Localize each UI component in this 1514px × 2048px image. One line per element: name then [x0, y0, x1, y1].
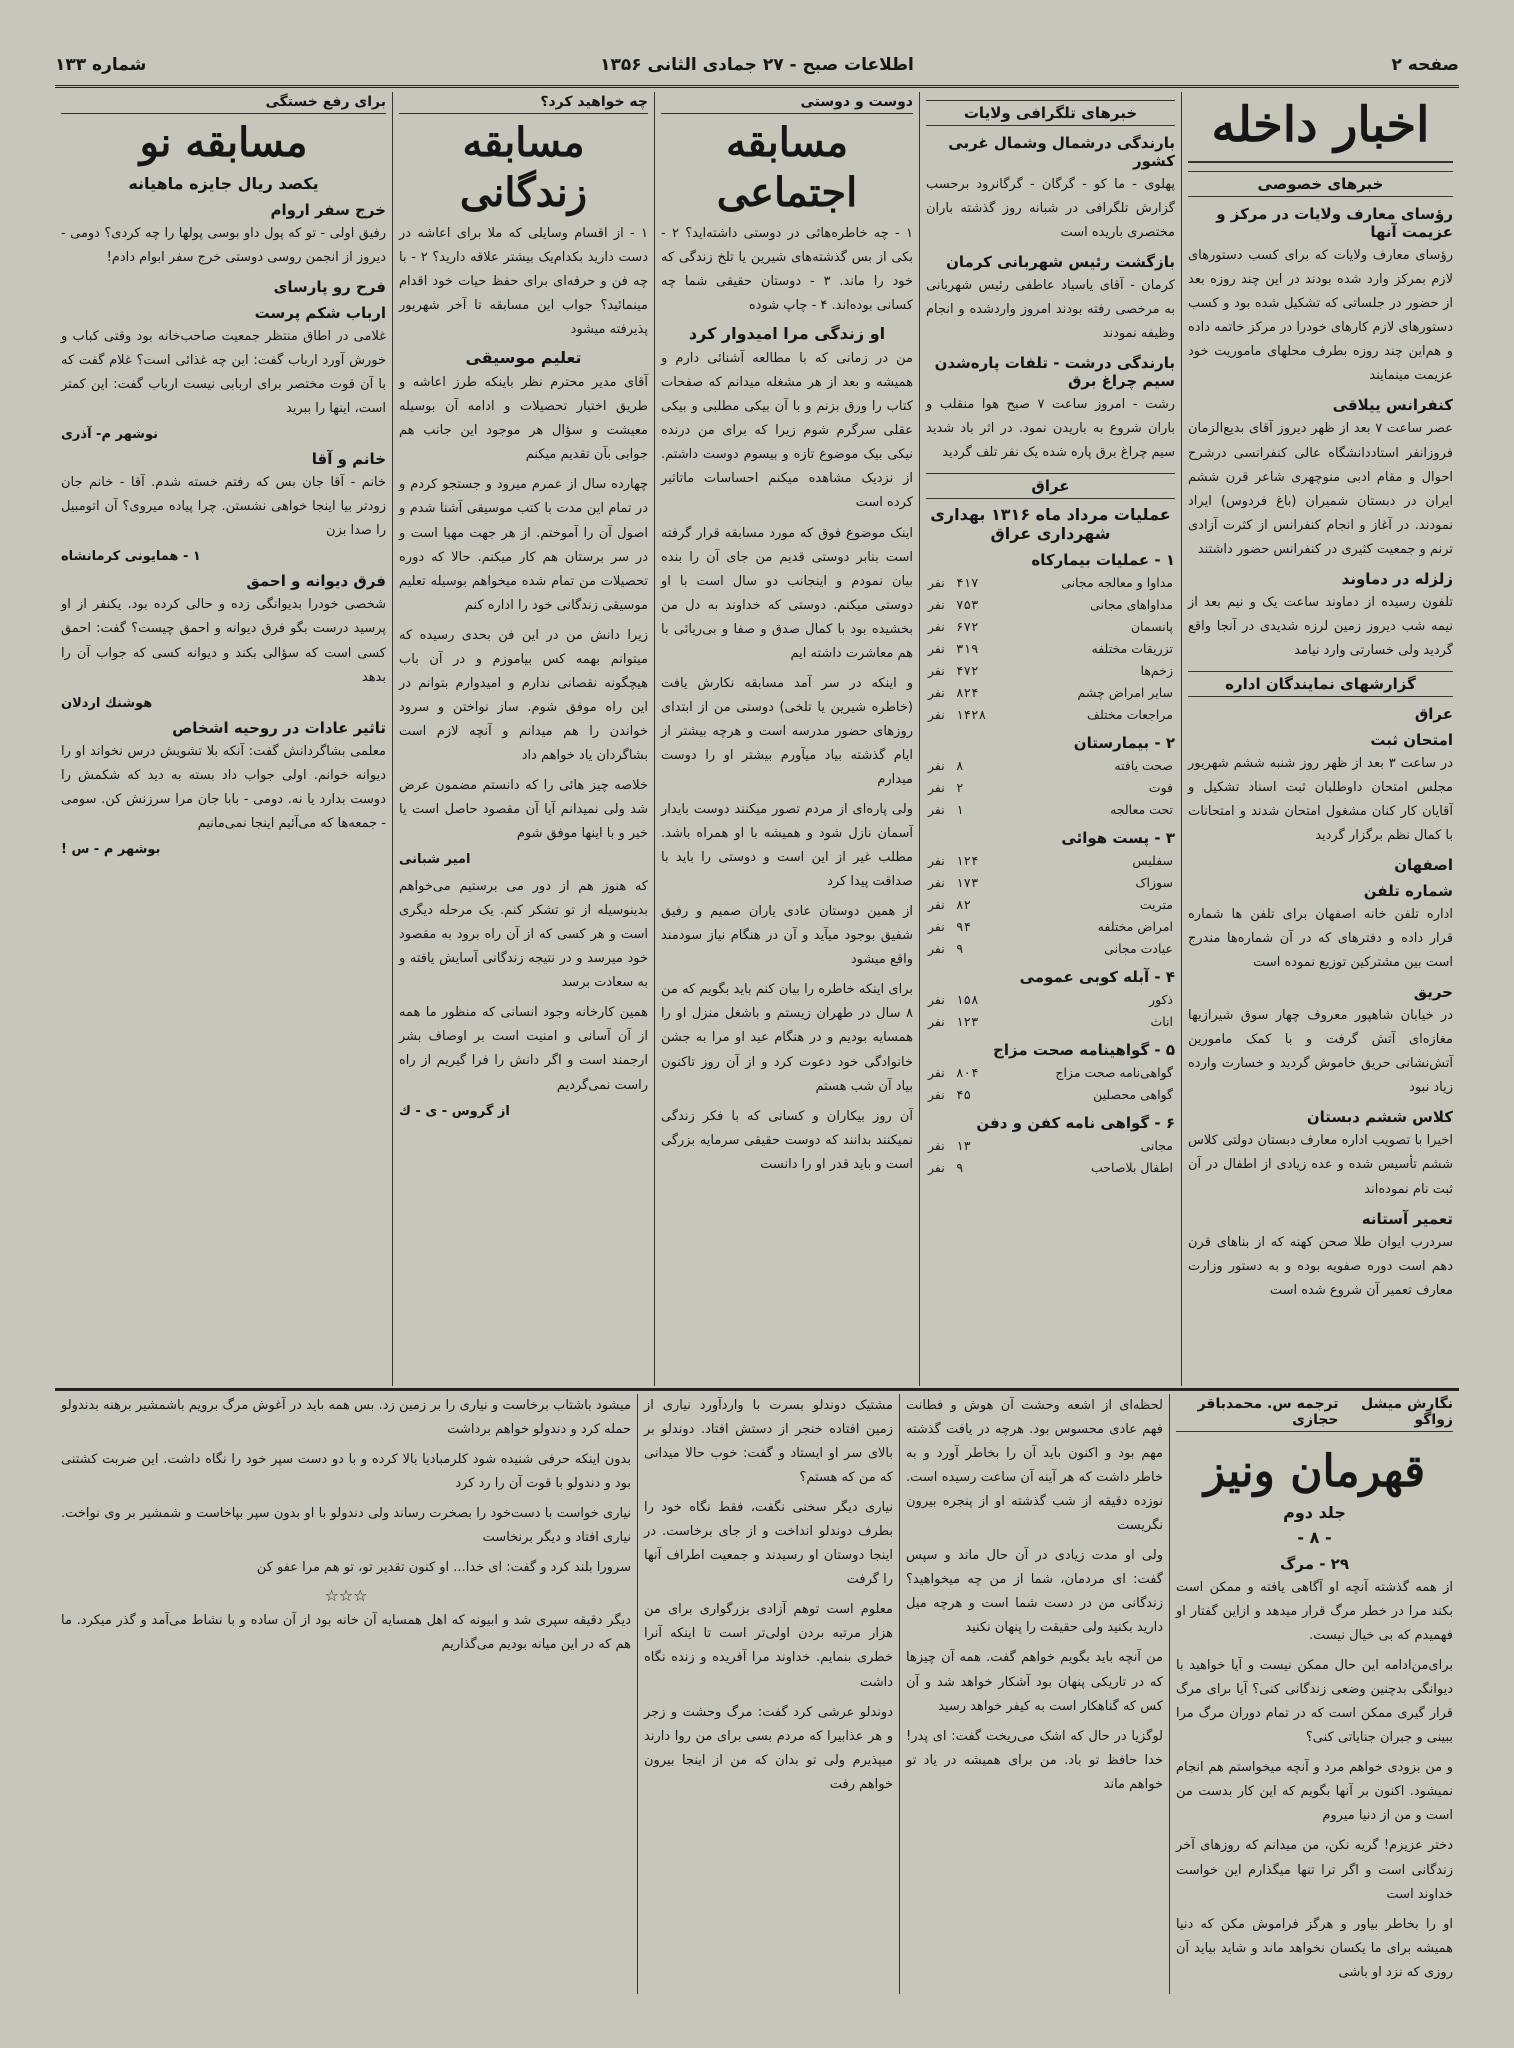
news-headline: بارندگی درشمال وشمال غربی کشور	[948, 134, 1175, 170]
stats-label: گواهی‌نامه صحت مزاج	[1055, 1065, 1173, 1081]
stats-value: ۹	[956, 1160, 964, 1176]
stats-unit: نفر	[928, 853, 945, 869]
region-label: عراق	[1414, 704, 1453, 723]
stats-row	[926, 1135, 1175, 1157]
stats-label: پانسمان	[1130, 619, 1173, 635]
stats-value: ۱۲۴	[956, 853, 979, 869]
column-domestic-news	[1181, 92, 1459, 1386]
stats-row	[926, 594, 1175, 616]
news-text: پهلوی - ما کو - گرگان - گرگانرود برحسب گزارش تلگرافی در شبانه روز گذشته باران مختصری باریده است	[926, 177, 1175, 241]
article-text: برای اینکه خاطره را بیان کنم باید بگویم که من ۸ سال در طهران زیستم و باشغل منزل او را همسایه بودیم و در هنگام عید او مرا به جشن خانوادگی خود دعوت کرد و از آن روز تاکنون بیاد آن شب هستم	[661, 982, 913, 1094]
region-label: اصفهان	[1394, 856, 1453, 875]
section-kicker: خبرهای تلگرافی ولایات	[926, 100, 1175, 126]
novel-translator: ترجمه س. محمدباقر حجازی	[1197, 1396, 1339, 1428]
stats-row	[926, 616, 1175, 638]
stats-label: مداوا و معالجه مجانی	[1061, 575, 1173, 591]
novel-text: دختر عزیزم! گریه نکن، من میدانم که روزهای آخر زندگانی است و اگر ترا تنها میگذارم این خواست خداوند است	[1176, 1838, 1453, 1902]
article-text: از همین دوستان عادی یاران صمیم و رفیق شفیق بوجود میآید و آن در هنگام نیاز سودمند واقع میشود	[661, 904, 913, 968]
stats-table	[926, 850, 1175, 960]
stats-label: سایر امراض چشم	[1077, 685, 1173, 701]
stats-unit: نفر	[928, 758, 945, 774]
article-text: آن روز بیکاران و کسانی که با فکر زندگی نمیکنند بدانند که دوست حقیقی سرمایه بزرگی است و باید قدر او را دانست	[661, 1108, 913, 1172]
joke-headline: فرق دیوانه و احمق	[246, 572, 386, 591]
separator-stars: ☆☆☆	[324, 1586, 368, 1606]
news-text: در ساعت ۳ بعد از ظهر روز شنبه ششم شهریور مجلس امتحان داوطلبان ثبت اسناد تشکیل و آقایان کار کنان مشغول امتحان شدند و امتحانات با کمال نظم برگزار گردید	[1188, 755, 1453, 844]
stats-row	[926, 938, 1175, 960]
stats-row	[926, 704, 1175, 726]
stats-value: ۱	[956, 802, 964, 818]
stats-row	[926, 1157, 1175, 1179]
author-signature: بوشهر م - س !	[61, 841, 161, 857]
stats-row	[926, 660, 1175, 682]
stats-label: امراض مختلفه	[1097, 919, 1173, 935]
stats-label: صحت یافته	[1114, 758, 1173, 774]
stats-subhead: ۶ - گواهی نامه کفن و دفن	[976, 1114, 1175, 1133]
stats-value: ۸۲۴	[956, 685, 979, 701]
joke-text: رفیق اولی - تو که پول داو بوسی پولها را چه کردی؟ دومی - دیروز از انجمن روسی دوستی خرج سفر ابوام دادم!	[61, 226, 386, 266]
stats-label: مراجعات مختلف	[1087, 707, 1173, 723]
stats-unit: نفر	[928, 707, 945, 723]
news-headline: بارندگی درشت - تلفات پاره‌شدن سیم چراغ برق	[934, 354, 1175, 391]
stats-subhead: ۳ - پست هوائی	[1061, 829, 1175, 848]
article-text: اینک موضوع فوق که مورد مسابقه قرار گرفته است بنابر دوستی قدیم من جای آن را بنده بیان نمودم و اینجانب دو سال است با او دوستی میکنم. دوستی که خداوند به دل من بخشیده بود با کمال صدق و صفا و بی‌ریائی با هم معاشرت داشته ایم	[661, 525, 913, 661]
joke-text: غلامی در اطاق منتظر جمعیت صاحب‌خانه بود وقتی کباب و خورش آورد ارباب گفت: این چه غذائی است؟ غلام گفت که با آن قوت مختصر برای اربابی نیست ارباب گفت: این کمتر است، اینها را ببرید	[61, 329, 386, 417]
stats-row	[926, 777, 1175, 799]
article-text: ولی پاره‌ای از مردم تصور میکنند دوست بایدار آسمان نازل شود و همیشه با او همراه باشد. مطلب غیر از این است و دوستی را باید با صداقت پیدا کرد	[661, 802, 913, 890]
section-kicker: برای رفع خستگی	[61, 92, 386, 114]
article-text: آقای مدیر محترم نظر باینکه طرز اعاشه و طریق اختیار تحصیلات و ادامه آن بوسیله معیشت و سؤال هر موجود این جانب هم جوابی بآن تقدیم میکنم	[399, 375, 648, 463]
stats-unit: نفر	[928, 1065, 945, 1081]
stats-row	[926, 682, 1175, 704]
stats-row	[926, 1011, 1175, 1033]
news-headline: کلاس ششم دبستان	[1306, 1108, 1453, 1127]
prize-line: یکصد ریال جایزه ماهیانه	[128, 174, 319, 193]
column-humor-contest	[55, 92, 392, 1386]
page-number: صفحه ۲	[1391, 55, 1459, 75]
stats-row	[926, 1084, 1175, 1106]
author-signature: ۱ - همایونی کرمانشاه	[61, 549, 201, 565]
section-kicker: چه خواهید کرد؟	[399, 92, 648, 114]
stats-label: مداواهای مجانی	[1090, 597, 1173, 613]
stats-title: عملیات مرداد ماه ۱۳۱۶ بهداری شهرداری عراق	[930, 505, 1171, 544]
joke-text: خانم - آقا جان بس که رفتم خسته شدم. آقا - خانم جان زودتر بیا اینجا خواهی نشستن. چرا پیاده میروی؟ آن اتومبیل را صدا بزن	[61, 475, 386, 539]
news-headline: شماره تلفن	[1363, 882, 1453, 901]
stats-unit: نفر	[928, 941, 945, 957]
stats-value: ۸	[956, 758, 964, 774]
stats-label: اناث	[1150, 1014, 1173, 1030]
chapter-title: ۲۹ - مرگ	[1280, 1555, 1349, 1573]
stats-row	[926, 572, 1175, 594]
novel-text: لوگزیا در حال که اشک می‌ریخت گفت: ای پدر! خدا حافظ تو باد. من برای همیشه در یاد تو خواهم ماند	[906, 1728, 1163, 1792]
joke-headline: تاثیر عادات در روحیه اشخاص	[172, 718, 386, 737]
stats-value: ۹۴	[956, 919, 972, 935]
news-headline: رؤسای معارف ولایات در مرکز و عزیمت آنها	[1216, 205, 1453, 242]
stats-value: ۴۷۲	[956, 663, 979, 679]
stats-label: گواهی محصلین	[1093, 1087, 1173, 1103]
novel-text: نیاری خواست با دست‌خود را بصخرت رساند ولی دندولو با او بدون سپر بپاخاست و شمشیر بر وی نواخت. نیاری افتاد و دیگر برنخاست	[61, 1506, 631, 1546]
novel-text: میشود باشتاب برخاست و نیاری را بر زمین زد. بس همه باید در آغوش مرگ برویم باشمشیر برهنه بدندولو حمله کرد و دندولو خواهم برداشت	[61, 1398, 631, 1438]
stats-value: ۱۷۳	[956, 875, 979, 891]
novel-credits	[1176, 1394, 1453, 1432]
article-text: چهارده سال از عمرم میرود و جستجو کردم و در تمام این مدت با کتب موسیقی آشنا شدم و اصول آن را آموختم. از هر جهت مهیا است و در سر برستان هم کار میکنم. حالا که دوره تحصیلات من تمام شده میخواهم بوسیله تعلیم موسیقی زندگانی خود را اداره کنم	[399, 477, 648, 613]
novel-column-4	[55, 1394, 637, 1994]
stats-value: ۶۷۲	[956, 619, 979, 635]
novel-text: ولی او مدت زیادی در آن حال ماند و سپس گفت: ای مردمان، شما از من چه میخواهید؟ زندگانی من در دست شما است و هرچه میل دارید بکنید ولی حقیقت را پنهان نکنید	[906, 1548, 1163, 1636]
stats-unit: نفر	[928, 1087, 945, 1103]
novel-text: دوندلو عرشی کرد گفت: مرگ وحشت و زجر و هر عذابیرا که مردم بسی برای من روا دارند میپذیرم ولی تو بدان که من از اینجا بیرون خواهم رفت	[644, 1704, 893, 1792]
stats-label: ذکور	[1148, 992, 1173, 1008]
stats-value: ۲	[956, 780, 964, 796]
stats-value: ۱۴۲۸	[956, 707, 987, 723]
section-title: اخبار داخله	[1188, 92, 1453, 163]
stats-unit: نفر	[928, 641, 945, 657]
stats-unit: نفر	[928, 597, 945, 613]
novel-author: نگارش میشل زواگو	[1360, 1396, 1453, 1428]
article-text: زیرا دانش من در این فن بحدی رسیده که میتوانم بهمه کس بیاموزم و در آن باب هیچگونه نقصانی ندارم و امیدوارم بتوانم در این راه موفق شوم. ساز نواختن و سرود خواندن را هم میدانم و آنچه لازم است بشاگردان یاد خواهم داد	[399, 627, 648, 763]
contest-questions: ۱ - از اقسام وسایلی که ملا برای اعاشه در دست دارید بکدام‌یک بیشتر علاقه دارید؟ ۲ - با چه فن و حرفه‌ای برای حفظ حیات خود اقدام مینمائید؟ جواب این مسابقه تا آخر شهریور پذیرفته میشود	[399, 226, 648, 338]
novel-title: قهرمان ونیز	[1203, 1446, 1426, 1497]
column-telegraph-news	[919, 92, 1181, 1386]
stats-table	[926, 1135, 1175, 1179]
issue-number: شماره ۱۳۳	[55, 55, 147, 75]
column-life-contest	[392, 92, 654, 1386]
stats-table	[926, 1062, 1175, 1106]
stats-unit: نفر	[928, 1014, 945, 1030]
stats-row	[926, 850, 1175, 872]
news-headline: زلزله در دماوند	[1341, 569, 1453, 588]
stats-row	[926, 916, 1175, 938]
section-divider	[55, 1388, 1459, 1391]
stats-value: ۸۲	[956, 897, 972, 913]
stats-unit: نفر	[928, 780, 945, 796]
article-text: و اینکه در سر آمد مسابقه نکارش یافت (خاطره شیرین یا تلخی) دوستی من از ابتدای روزهای حضور مدرسه است و هرچه بیشتر از ایام گذشته بیاد میآورم بیشتر او را دوست میدارم	[661, 675, 913, 787]
stats-unit: نفر	[928, 1138, 945, 1154]
stats-label: اطفال بلاصاحب	[1091, 1160, 1173, 1176]
news-text: رؤسای معارف ولایات که برای کسب دستورهای لازم بمرکز وارد شده بودند در این چند روزه بعد از حضور در جلساتی که تشکیل شده بود و کسب دستورهای لازم کارهای خودرا در مرکز خاتمه داده و هم‌این چند روزه بطرف محلهای ماموریت خود عزیمت مینمایند	[1188, 248, 1453, 384]
article-text: من در زمانی که با مطالعه آشنائی دارم و همیشه و بعد از هر مشغله میدانم که صفحات کتاب را ورق بزنم و با آن بیکی مطلبی و بیکی عقلی سرگرم شوم زیرا که برای من درنده نیکی بیک موضوع تازه و بیسوم دوست داشتم. از نزدیک مشاهده میکنم احساسات ماتاثیر کرده است	[661, 351, 913, 511]
stats-subhead: ۵ - گواهینامه صحت مزاج	[993, 1041, 1175, 1060]
stats-label: سفلیس	[1132, 853, 1173, 869]
stats-row	[926, 989, 1175, 1011]
stats-table	[926, 989, 1175, 1033]
stats-subhead: ۱ - عملیات بیمارکاه	[1031, 551, 1175, 570]
author-signature: امیر شبانی	[399, 852, 471, 868]
contest-title: مسابقه اجتماعی	[716, 119, 858, 216]
stats-value: ۱۵۸	[956, 992, 979, 1008]
stats-unit: نفر	[928, 575, 945, 591]
novel-text: او را بخاطر بیاور و هرگز فراموش مکن که دنیا همیشه برای ما یکسان نخواهد ماند و شاید بیاید آن روزی که نزد او باشی	[1176, 1916, 1453, 1980]
novel-volume: جلد دوم	[1283, 1503, 1346, 1522]
news-text: رشت - امروز ساعت ۷ صبح هوا منقلب و باران شروع به باریدن نمود. در اثر باد شدید سیم چراغ برق پاره شده یک نفر تلف گردید	[926, 397, 1175, 461]
news-text: عصر ساعت ۷ بعد از ظهر دیروز آقای بدیع‌الزمان فروزانفر استاددانشگاه عالی کنفرانسی درشرح احوال و مقام ادبی منوچهری شاعر قرن ششم ایران در دبستان شمیران (باغ فردوس) ایراد نمودند. در آغاز و انجام کنفرانس از کثرت آزادی ترنم و جمعیت کثیری در کنفرانس حضور داشتند	[1188, 421, 1454, 557]
novel-text: و من بزودی خواهم مرد و آنچه میخواستم هم انجام نمیشود. اکنون بر آنها بگویم که این کار بدست من است و من از دنیا میروم	[1176, 1760, 1453, 1824]
masthead	[55, 55, 1459, 88]
stats-label: فوت	[1148, 780, 1173, 796]
stats-row	[926, 1062, 1175, 1084]
stats-label: تزریقات مختلفه	[1091, 641, 1173, 657]
news-text: اداره تلفن خانه اصفهان برای تلفن ها شماره قرار داده و دفترهای که در آن شماره‌ها مندرج است بین مشترکین توزیع نموده است	[1188, 907, 1453, 971]
stats-label: عیادت مجانی	[1104, 941, 1173, 957]
masthead-date: اطلاعات صبح - ۲۷ جمادی الثانی ۱۳۵۶	[600, 55, 914, 75]
joke-headline: خرج سفر اروام	[270, 201, 386, 219]
column-social-contest	[654, 92, 919, 1386]
stats-unit: نفر	[928, 1160, 945, 1176]
news-text: در خیابان شاهپور معروف چهار سوق شیرازیها مغازه‌ای آتش گرفت و با کمک مامورین آتش‌نشانی حریق خاموش گردید و خسارت وارده زیاد نبود	[1188, 1008, 1453, 1096]
news-text: تلفون رسیده از دماوند ساعت یک و نیم بعد از نیمه شب دیروز زمین لرزه شدیدی در آنجا واقع گردید ولی خسارتی وارد نیامد	[1188, 594, 1453, 658]
article-headline: او زندگی مرا امیدوار کرد	[688, 324, 886, 344]
stats-label: زخم‌ها	[1140, 663, 1173, 679]
joke-text: شخصی خودرا بدیوانگی زده و حالی کرده بود. یکنفر از او پرسید درست بگو فرق دیوانه و احمق چیست؟ گفت: احمق کسی است که سؤالی بکند و دیوانه کسی که جواب آن را بدهد	[61, 597, 386, 685]
novel-text: مشتیک دوندلو بسرت با واردآورد نیاری از زمین افتاده خنجر از دستش افتاد. دوندلو بر بالای سر او ایستاد و گفت: خوب حالا میدانی که من که هستم؟	[644, 1398, 893, 1486]
stats-unit: نفر	[928, 897, 945, 913]
news-text: سردرب ایوان طلا صحن کهنه که از بناهای قرن دهم است دوره صفویه بوده و به دستور وزارت معارف تعمیر آن شروع شده است	[1188, 1234, 1453, 1298]
news-text: اخیرا با تصویب اداره معارف دبستان دولتی کلاس ششم تأسیس شده و عده زیادی از اطفال در آن ثبت نام نموده‌اند	[1188, 1133, 1453, 1197]
author-signature: هوشنك اردلان	[61, 695, 153, 711]
news-headline: حریق	[1413, 983, 1453, 1002]
stats-unit: نفر	[928, 619, 945, 635]
stats-value: ۹	[956, 941, 964, 957]
joke-headline: خانم و آقا	[311, 450, 386, 469]
stats-unit: نفر	[928, 663, 945, 679]
stats-row	[926, 638, 1175, 660]
contest-title: مسابقه نو	[139, 119, 308, 166]
article-headline: تعلیم موسیقی	[465, 348, 582, 368]
news-headline: بازگشت رئیس شهربانی کرمان	[946, 253, 1175, 272]
novel-text: لحظه‌ای از اشعه وحشت آن هوش و فطانت فهم عادی محسوس بود. هرچه در یافت گذشته مهم بود و اکنون باید آن را بخاطر آورد و به خاطر داشت که هر آینه آن ساعت رسیده است. نوزده دقیقه از شب گذشته او از پنجره بیرون نگریست	[906, 1398, 1163, 1534]
news-headline: امتحان ثبت	[1370, 730, 1453, 749]
joke-headline: ارباب شکم پرست	[254, 304, 386, 323]
stats-label: متریت	[1139, 897, 1173, 913]
stats-unit: نفر	[928, 875, 945, 891]
section-kicker: دوست و دوستی	[661, 92, 913, 114]
stats-unit: نفر	[928, 685, 945, 701]
stats-label: تحت معالجه	[1110, 802, 1173, 818]
novel-text: بدون اینکه حرفی شنیده شود کلرمبادیا بالا کرده و با دو دست سپر خود را نگاه داشت. این ضربت کشتنی بود و دندولو با قوت آن را رد کرد	[61, 1452, 631, 1492]
novel-column-2	[899, 1394, 1169, 1994]
news-text: کرمان - آقای یاسیاد عاطفی رئیس شهربانی به مرخصی رفته بودند امروز واردشده و انجام وظیفه نمودند	[926, 278, 1175, 342]
stats-table	[926, 755, 1175, 821]
news-headline: تعمیر آستانه	[1361, 1209, 1453, 1228]
stats-table	[926, 572, 1175, 726]
stats-unit: نفر	[928, 992, 945, 1008]
stats-value: ۸۰۴	[956, 1065, 979, 1081]
novel-text: از همه گذشته آنچه او آگاهی یافته و ممکن است بکند مرا در خطر مرگ قرار میدهد و ازاین گفتار او فهمیدم که بی خیال نیست.	[1176, 1580, 1453, 1644]
stats-value: ۷۵۳	[956, 597, 979, 613]
novel-text: برای‌من‌ادامه این حال ممکن نیست و آیا خواهید با دیوانگی بدچنین وضعی زندگانی کنی؟ آیا برای مرگ قرار گیری ممکن است که در تمام دوران مرگ مرا ببینی و جبران جنایاتی کنی؟	[1176, 1658, 1453, 1746]
novel-text: معلوم است توهم آزادی بزرگواری برای من هزار مرتبه بردن اولی‌تر است تا اینکه آنرا خطری بنمایم. خداوند مرا آفریده و زنده نگاه داشت	[644, 1602, 893, 1690]
stats-value: ۴۵	[956, 1087, 972, 1103]
novel-installment: - ۸ -	[1297, 1528, 1332, 1547]
novel-text: سرورا بلند کرد و گفت: ای خدا... او کنون تقدیر تو، تو هم مرا عفو کن	[256, 1560, 631, 1576]
novel-text: نیاری دیگر سخنی نگفت، فقط نگاه خود را بطرف دوندلو انداخت و از جای برخاست. در اینجا دوستان او رسیدند و جمعیت اطراف آنها را گرفت	[644, 1500, 893, 1588]
stats-unit: نفر	[928, 919, 945, 935]
stats-unit: نفر	[928, 802, 945, 818]
novel-header-column	[1169, 1394, 1459, 1994]
article-text: همین کارخانه وجود انسانی که منظور ما همه از آن آسانی و امنیت است بر اوصاف بشر ارجمند است و اگر دانش را فرا گیریم از راه راست نمی‌گردیم	[399, 1005, 648, 1093]
novel-text: دیگر دقیقه سپری شد و ابیونه که اهل همسایه آن خانه بود از آن ساده و با نشاط می‌آمد و گذر میکرد. ما هم که در این میانه بودیم می‌گذاریم	[61, 1613, 631, 1653]
author-signature: از گروس - ی - ك	[399, 1103, 510, 1119]
stats-value: ۱۲۳	[956, 1014, 979, 1030]
stats-subhead: ۴ - آبله کوبی عمومی	[1019, 968, 1175, 987]
section-kicker: خبرهای خصوصی	[1188, 171, 1453, 197]
stats-value: ۴۱۷	[956, 575, 979, 591]
joke-author: فرح رو پارسای	[273, 278, 386, 297]
stats-row	[926, 799, 1175, 821]
region-label: عراق	[926, 473, 1175, 499]
novel-text: من آنچه باید بگویم خواهم گفت. همه آن چیزها که در تاریکی پنهان بود آشکار خواهد شد و آن کس که گناهکار است به کیفر خواهد رسید	[906, 1650, 1163, 1714]
article-text: خلاصه چیز هائی را که دانستم مضمون عرض شد ولی نمیدانم آیا آن مقصود حاصل است یا خیر و با اینها موفق شوم	[399, 777, 648, 842]
stats-row	[926, 894, 1175, 916]
contest-questions: ۱ - چه خاطره‌هائی در دوستی داشته‌اید؟ ۲ - بکی از بس گذشته‌های شیرین یا تلخ زندگی که خود را ماند. ۳ - دوستان حقیقی شما چه کسانی بوده‌اند. ۴ - چاپ شوده	[661, 226, 913, 314]
stats-label: مجانی	[1140, 1138, 1173, 1154]
stats-value: ۱۳	[956, 1138, 972, 1154]
stats-row	[926, 755, 1175, 777]
novel-column-3	[637, 1394, 899, 1994]
stats-value: ۳۱۹	[956, 641, 979, 657]
news-headline: کنفرانس ییلاقی	[1332, 396, 1453, 415]
contest-title: مسابقه زندگانی	[459, 119, 588, 216]
stats-label: سوزاک	[1135, 875, 1173, 891]
article-text: که هنوز هم از دور می برستیم می‌خواهم بدینوسیله از تو تشکر کنم. یک مرحله دیگری است و هر کسی که از آن راه برود به مقصود خود میرسد و در نتیجه زندگانی آسایش یافته و به سعادت برسد	[399, 879, 648, 991]
author-signature: نوشهر م- آذری	[61, 427, 158, 443]
stats-row	[926, 872, 1175, 894]
joke-text: معلمی بشاگردانش گفت: آنکه بلا تشویش درس نخواند او را دیوانه خوانم. اولی جواب داد بسته به دید که شکمش را دوست بدارد یا نه. دومی - بابا جان مرا سرزنش کن. سومی - جمعه‌ها که می‌آئیم اینجا نمی‌مانیم	[61, 743, 386, 831]
stats-subhead: ۲ - بیمارستان	[1073, 734, 1175, 753]
section-box-title: گزارشهای نمایندگان اداره	[1188, 671, 1453, 697]
